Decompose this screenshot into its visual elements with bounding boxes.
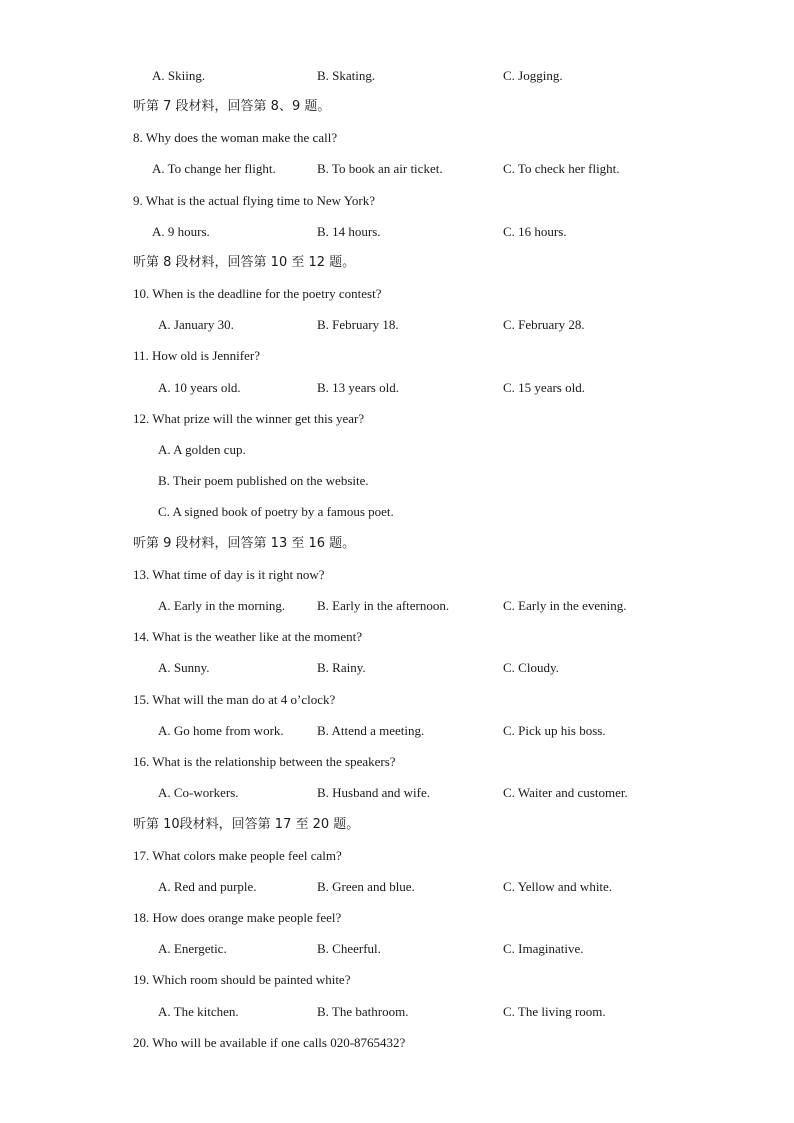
question: 12. What prize will the winner get this year? (133, 411, 365, 426)
question: 15. What will the man do at 4 o’clock? (133, 692, 336, 707)
section-heading: 听第 10段材料，回答第 17 至 20 题。 (133, 817, 360, 832)
answer-option: B. Attend a meeting. (317, 723, 425, 738)
answer-option: B. Their poem published on the website. (158, 473, 369, 488)
question: 20. Who will be available if one calls 020-8765432? (133, 1035, 406, 1050)
answer-option: A. Go home from work. (158, 723, 284, 738)
answer-option: C. Early in the evening. (503, 598, 627, 613)
question: 11. How old is Jennifer? (133, 348, 260, 363)
answer-option: A. Co-workers. (158, 785, 239, 800)
answer-option: A. Energetic. (158, 941, 227, 956)
question: 13. What time of day is it right now? (133, 567, 325, 582)
answer-option: A. The kitchen. (158, 1004, 239, 1019)
answer-option: C. 16 hours. (503, 224, 567, 239)
question: 18. How does orange make people feel? (133, 910, 342, 925)
answer-option: C. 15 years old. (503, 380, 585, 395)
answer-option: A. Red and purple. (158, 879, 257, 894)
answer-option: C. February 28. (503, 317, 585, 332)
answer-option: A. January 30. (158, 317, 234, 332)
answer-option: B. 13 years old. (317, 380, 399, 395)
answer-option: C. Pick up his boss. (503, 723, 606, 738)
question: 16. What is the relationship between the speakers? (133, 754, 396, 769)
section-heading: 听第 7 段材料，回答第 8、9 题。 (133, 99, 331, 114)
answer-option: B. To book an air ticket. (317, 161, 443, 176)
answer-option: B. Green and blue. (317, 879, 415, 894)
answer-option: C. A signed book of poetry by a famous poet. (158, 504, 394, 519)
question: 17. What colors make people feel calm? (133, 848, 342, 863)
answer-option: B. 14 hours. (317, 224, 381, 239)
answer-option: B. Skating. (317, 68, 376, 83)
answer-option: A. To change her flight. (152, 161, 276, 176)
answer-option: B. The bathroom. (317, 1004, 409, 1019)
answer-option: A. 10 years old. (158, 380, 241, 395)
answer-option: A. Sunny. (158, 660, 210, 675)
answer-option: B. Husband and wife. (317, 785, 431, 800)
answer-option: B. February 18. (317, 317, 399, 332)
question: 14. What is the weather like at the moment? (133, 629, 362, 644)
section-heading: 听第 9 段材料，回答第 13 至 16 题。 (133, 536, 356, 551)
question: 8. Why does the woman make the call? (133, 130, 338, 145)
answer-option: C. To check her flight. (503, 161, 620, 176)
answer-option: A. 9 hours. (152, 224, 210, 239)
answer-option: C. The living room. (503, 1004, 606, 1019)
answer-option: A. Skiing. (152, 68, 206, 83)
question: 9. What is the actual flying time to New York? (133, 193, 376, 208)
question: 19. Which room should be painted white? (133, 972, 351, 987)
answer-option: C. Jogging. (503, 68, 563, 83)
section-heading: 听第 8 段材料，回答第 10 至 12 题。 (133, 255, 356, 270)
answer-option: B. Early in the afternoon. (317, 598, 450, 613)
answer-option: C. Yellow and white. (503, 879, 613, 894)
answer-option: B. Rainy. (317, 660, 366, 675)
answer-option: C. Waiter and customer. (503, 785, 628, 800)
answer-option: A. A golden cup. (158, 442, 246, 457)
answer-option: C. Cloudy. (503, 660, 559, 675)
answer-option: B. Cheerful. (317, 941, 381, 956)
answer-option: A. Early in the morning. (158, 598, 286, 613)
answer-option: C. Imaginative. (503, 941, 584, 956)
question: 10. When is the deadline for the poetry contest? (133, 286, 382, 301)
